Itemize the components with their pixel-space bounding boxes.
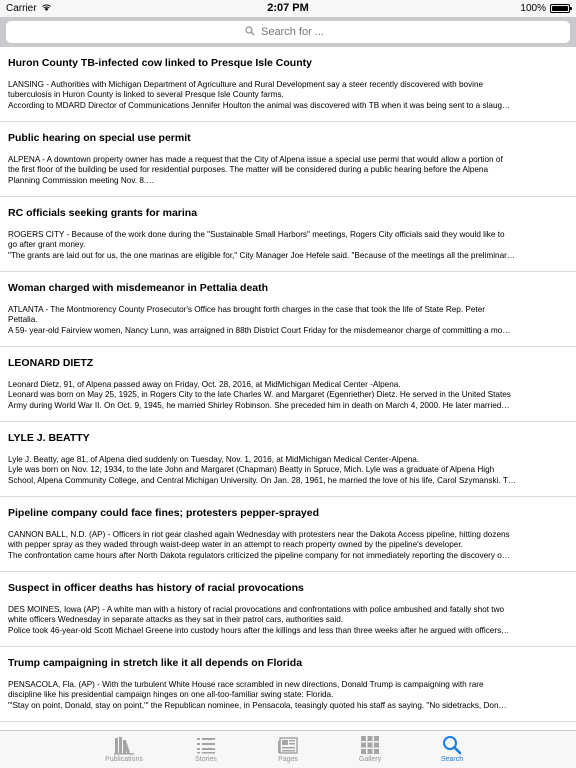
list-item[interactable] [0, 272, 576, 347]
story-title: Suspect in officer deaths has history of racial provocations [8, 582, 304, 594]
story-title: Public hearing on special use permit [8, 132, 191, 144]
battery-percent: 100% [520, 3, 546, 14]
status-bar [0, 0, 576, 17]
search-input[interactable] [261, 26, 331, 38]
list-icon [194, 734, 218, 756]
story-title: LEONARD DIETZ [8, 357, 94, 369]
list-item[interactable] [0, 572, 576, 647]
tab-gallery[interactable] [329, 731, 411, 768]
list-item[interactable] [0, 422, 576, 497]
story-title: Woman charged with misdemeanor in Pettalia death [8, 282, 269, 294]
story-list[interactable] [0, 47, 576, 730]
story-excerpt: DES MOINES, Iowa (AP) - A white man with a history of racial provocations and confrontations with police ambushed and fatally shot two white officers Wednesday in separate attacks as they sat in their patrol cars, authorities said. Police took 46-year-old Scott Michael Greene into custody hours after the killings and less than three weeks after he argued with officers… [8, 605, 510, 635]
grid-icon [358, 734, 382, 756]
tab-bar [0, 730, 576, 768]
list-item[interactable] [0, 647, 576, 722]
tab-search[interactable] [411, 731, 493, 768]
story-excerpt: ROGERS CITY - Because of the work done during the "Sustainable Small Harbors" meetings, Rogers City officials said they would like to go after grant money. "The grants are laid out for us, the one marinas are eligible for," City Manager Joe Hefele said. "Because of the meetings all the preliminar… [8, 230, 516, 260]
story-excerpt: Leonard Dietz, 91, of Alpena passed away on Friday, Oct. 28, 2016, at MidMichigan Medical Center -Alpena. Leonard was born on May 25, 1925, in Rogers City to the late Charles W. and Margaret (Egenriether) Dietz. He served in the United States Army during World War II. On Oct. 9, 1945, he married Shirley Robinson. She preceded him in death on March 4, 2000. He later married… [8, 380, 511, 410]
carrier-label: Carrier [6, 3, 37, 14]
tab-label: Publications [105, 756, 143, 763]
tab-label: Gallery [358, 756, 382, 763]
tab-pages[interactable] [247, 731, 329, 768]
story-excerpt: Lyle J. Beatty, age 81, of Alpena died suddenly on Tuesday, Nov. 1, 2016, at MidMichigan Medical Center-Alpena. Lyle was born on Nov. 12, 1934, to the late John and Margaret (Chapman) Beatty in Spruce, Mich. Lyle was a graduate of Alpena High School, Alpena Community College, and Central Michigan University. On Jan. 28, 1961, he married the love of his life, Carol Szymanski. T… [8, 455, 517, 485]
story-title: Huron County TB-infected cow linked to Presque Isle County [8, 57, 312, 69]
story-title: Pipeline company could face fines; protesters pepper-sprayed [8, 507, 320, 519]
story-excerpt: ALPENA - A downtown property owner has made a request that the City of Alpena issue a special use permi that would allow a portion of the first floor of the building be used for residential purposes. The matter will be considered during a public hearing before the Alpena Planning Commission meeting Nov. 8.… [8, 155, 503, 185]
story-excerpt: PENSACOLA, Fla. (AP) - With the turbulent White House race scrambled in new directions, Donald Trump is campaigning with rare discipline like his presidential campaign hinges on one all-too-familiar swing state: Florida. "'Stay on point, Donald, stay on point,'" the Republican nominee, in Pensacola, teasingly quoted his staff as saying. "No sidetracks, Don… [8, 680, 507, 710]
tab-label: Search [440, 756, 464, 763]
list-item[interactable] [0, 347, 576, 422]
battery-info [520, 3, 570, 14]
story-excerpt: LANSING - Authorities with Michigan Department of Agriculture and Rural Development say a steer recently discovered with bovine tuberculosis in Huron County is linked to several Presque Isle County farms. According to MDARD Director of Communications Jennifer Houlton the animal was discovered with TB when it was being sent to a slaug… [8, 80, 511, 110]
story-title: RC officials seeking grants for marina [8, 207, 198, 219]
search-icon [440, 734, 464, 756]
search-icon [245, 26, 255, 39]
tab-label: Stories [195, 756, 217, 763]
list-item[interactable] [0, 122, 576, 197]
books-icon [112, 734, 136, 756]
tab-stories[interactable] [165, 731, 247, 768]
list-item[interactable] [0, 497, 576, 572]
story-title: LYLE J. BEATTY [8, 432, 90, 444]
list-item[interactable] [0, 197, 576, 272]
battery-icon [550, 4, 570, 13]
clock: 2:07 PM [267, 2, 309, 14]
search-field[interactable] [6, 21, 570, 43]
tab-label: Pages [278, 756, 298, 763]
list-item[interactable] [0, 47, 576, 122]
story-excerpt: CANNON BALL, N.D. (AP) - Officers in riot gear clashed again Wednesday with protesters near the Dakota Access pipeline, hitting dozens with pepper spray as they waded through waist-deep water in an attempt to reach property owned by the pipeline's developer. The confrontation came hours after North Dakota regulators criticized the pipeline company for not immediately reporting the discovery o… [8, 530, 510, 560]
story-excerpt: ATLANTA - The Montmorency County Prosecutor's Office has brought forth charges in the case that took the life of State Rep. Peter Pettalia. A 59- year-old Fairview women, Nancy Lunn, was arraigned in 88th District Court Friday for the misdemeanor charge of committing a mo… [8, 305, 511, 335]
search-bar [0, 17, 576, 47]
newspaper-icon [276, 734, 300, 756]
tab-publications[interactable] [83, 731, 165, 768]
story-title: Trump campaigning in stretch like it all depends on Florida [8, 657, 303, 669]
